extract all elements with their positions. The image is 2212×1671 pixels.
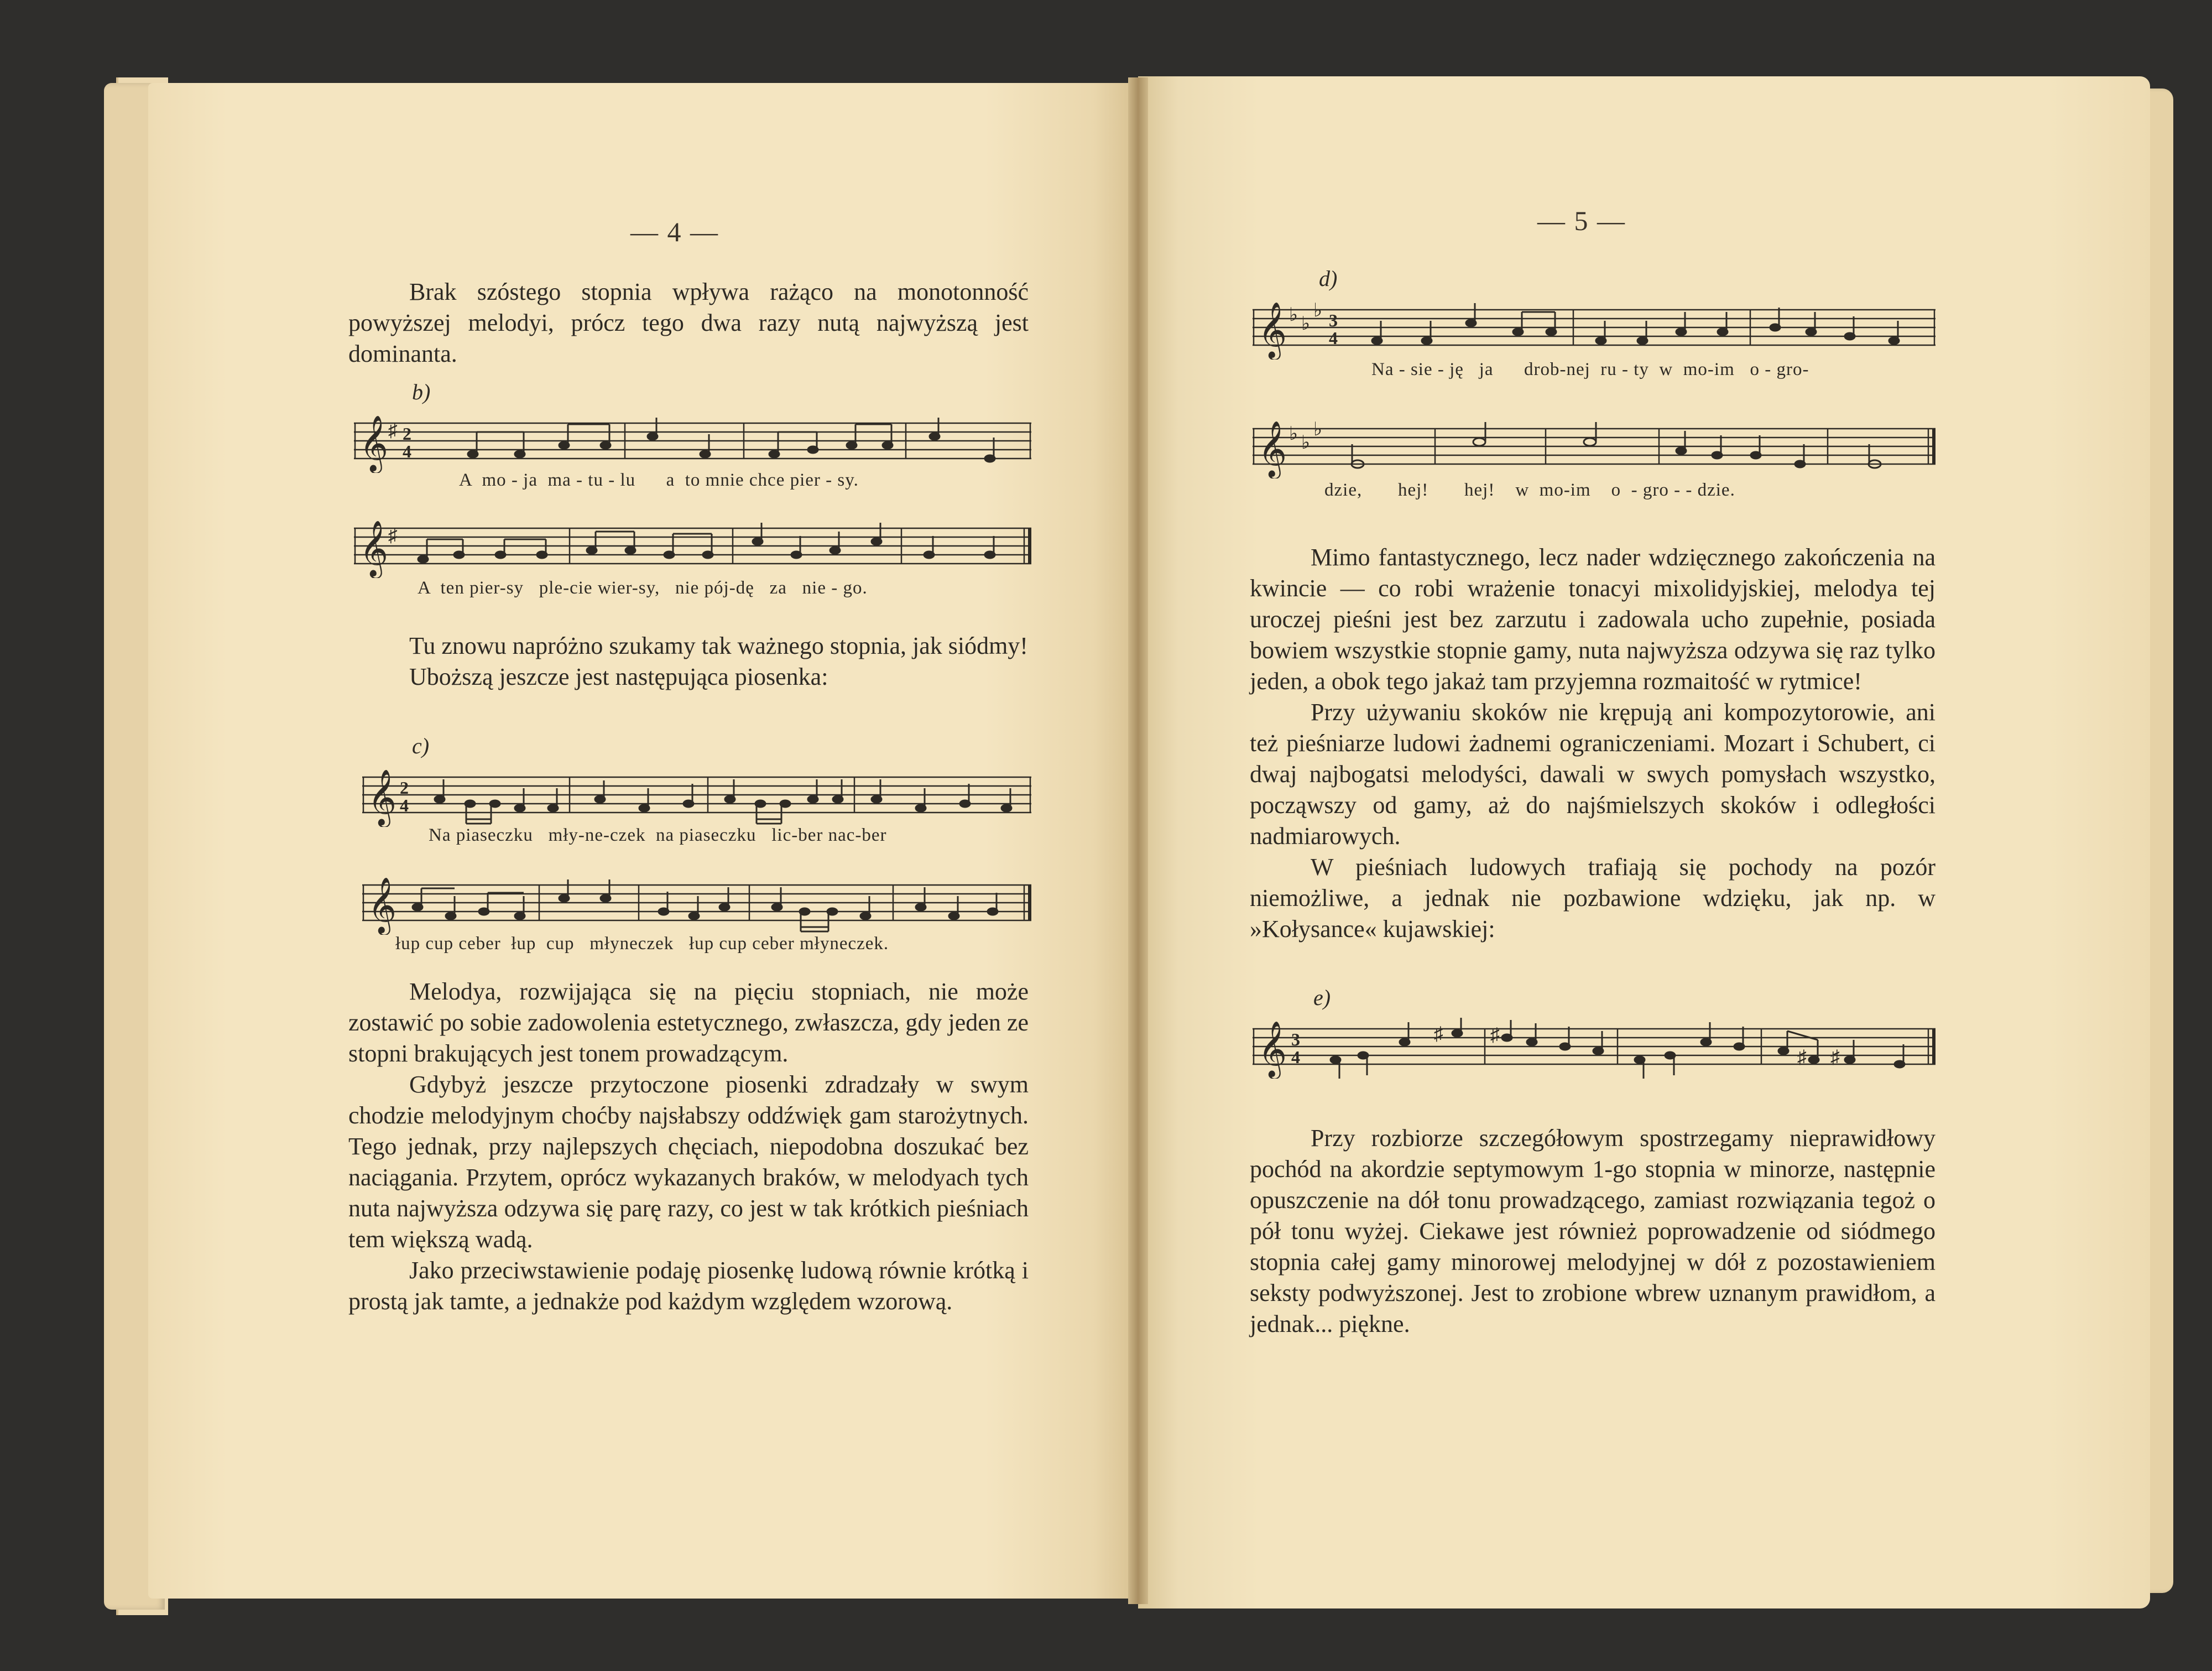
svg-text:𝄞: 𝄞: [1258, 301, 1287, 358]
svg-text:4: 4: [400, 795, 409, 815]
svg-text:♭: ♭: [1313, 300, 1323, 321]
svg-text:𝄞: 𝄞: [1258, 420, 1287, 477]
left-para-1: [348, 277, 1029, 369]
svg-text:♯: ♯: [1490, 1025, 1500, 1045]
svg-text:♭: ♭: [1301, 314, 1311, 334]
svg-text:♭: ♭: [1301, 433, 1311, 453]
paragraph: Uboższą jeszcze jest następująca piosenka:: [409, 663, 828, 690]
left-page-number: — 4 —: [630, 216, 719, 247]
paragraph: Jako przeciwstawienie podaję piosenkę ludową równie krótką i prostą jak tamte, a jednakże pod każdym względem wzorową.: [348, 1257, 1029, 1315]
paragraph: Brak szóstego stopnia wpływa rażąco na monotonność powyższej melodyi, prócz tego dwa razy nutą najwyższą jest dominanta.: [348, 278, 1029, 367]
book-gutter: [1128, 77, 1148, 1604]
example-d-label: d): [1319, 266, 1338, 291]
music-staff-d1: [1253, 299, 1938, 360]
left-body-text: [348, 976, 1029, 1317]
lyrics-b1: A mo - ja ma - tu - lu a to mnie chce pier - sy.: [459, 470, 859, 490]
lyrics-c1: Na piaseczku mły-ne-czek na piaseczku lic-ber nac-ber: [429, 825, 887, 845]
svg-text:4: 4: [1329, 328, 1338, 348]
svg-text:4: 4: [403, 441, 411, 461]
example-c-label: c): [412, 733, 430, 758]
svg-text:𝄞: 𝄞: [1258, 1020, 1287, 1077]
right-page-number: — 5 —: [1537, 205, 1626, 236]
svg-text:♯: ♯: [388, 525, 398, 546]
right-body-text: [1250, 542, 1936, 945]
paragraph: Mimo fantastycznego, lecz nader wdzięcznego zakończenia na kwincie — co robi wrażenie tonacyi mixolidyjskiej, melodya tej uroczej pieśni jest bez zarzutu i zadowala ucho zupełnie, posiada bowiem wszystkie stopnie gamy, nuta najwyższa odzywa się raz tylko jeden, a obok tego jakaż tam przyjemna rozmaitość w rytmice!: [1250, 544, 1936, 695]
svg-text:3: 3: [1291, 1029, 1300, 1049]
lyrics-b2: A ten pier-sy ple-cie wier-sy, nie pój-dę za nie - go.: [418, 578, 868, 598]
svg-text:𝄞: 𝄞: [368, 768, 397, 825]
svg-text:♯: ♯: [388, 420, 398, 441]
svg-text:♯: ♯: [1434, 1024, 1443, 1044]
svg-text:4: 4: [1291, 1047, 1300, 1067]
svg-text:♯: ♯: [1797, 1047, 1807, 1068]
svg-text:𝄞: 𝄞: [368, 876, 397, 933]
svg-text:♭: ♭: [1289, 305, 1298, 325]
lyrics-d1: Na - sie - ję ja drob-nej ru - ty w mo-im o - gro-: [1371, 360, 1809, 379]
example-b-label: b): [412, 379, 431, 404]
svg-text:♭: ♭: [1313, 419, 1323, 440]
right-body-text-2: [1250, 1123, 1936, 1340]
paragraph: Przy używaniu skoków nie krępują ani kompozytorowie, ani też pieśniarze ludowi żadnemi ograniczeniami. Mozart i Schubert, ci dwaj najbogatsi melodyści, dawali w swych pomysłach wszystko, począwszy od gamy, aż do najśmielszych skoków i odległości nadmiarowych.: [1250, 699, 1936, 850]
lyrics-d2: dzie, hej! hej! w mo-im o - gro - - dzie.: [1324, 480, 1735, 500]
svg-text:2: 2: [403, 424, 411, 444]
music-staff-b2: [354, 517, 1034, 578]
paragraph: Tu znowu napróżno szukamy tak ważnego stopnia, jak siódmy!: [409, 632, 1028, 659]
svg-text:2: 2: [400, 778, 409, 798]
music-staff-d2: [1253, 418, 1938, 478]
svg-text:3: 3: [1329, 310, 1338, 330]
left-para-2: [348, 631, 1029, 693]
paragraph: W pieśniach ludowych trafiają się pochody na pozór niemożliwe, a jednak nie pozbawione wdzięku, jak np. w »Kołysance« kujawskiej:: [1250, 853, 1936, 943]
paragraph: Gdybyż jeszcze przytoczone piosenki zdradzały w swym chodzie melodyjnym choćby najsłabszy oddźwięk gam starożytnych. Tego jednak, przy najlepszych chęciach, niepodobna doszukać bez naciągania. Przytem, oprócz wykazanych braków, w melodyach tych nuta najwyższa odzywa się parę razy, co jest w tak krótkich pieśniach tem większą wadą.: [348, 1071, 1029, 1253]
example-e-label: e): [1313, 985, 1331, 1010]
music-staff-e: [1253, 1018, 1938, 1079]
music-staff-b1: [354, 412, 1034, 473]
music-staff-c2: [362, 874, 1034, 935]
svg-text:♭: ♭: [1289, 424, 1298, 444]
svg-text:𝄞: 𝄞: [359, 519, 389, 576]
lyrics-c2: łup cup ceber łup cup młyneczek łup cup ceber młyneczek.: [395, 934, 889, 954]
paragraph: Przy rozbiorze szczegółowym spostrzegamy nieprawidłowy pochód na akordzie septymowym 1-go stopnia w minorze, następnie opuszczenie na dół tonu prowadzącego, zamiast rozwiązania tegoż o pół tonu wyżej. Ciekawe jest również poprowadzenie od siódmego stopnia całej gamy minorowej melodyjnej w dół z pozostawieniem seksty podwyższonej. Jest to zrobione wbrew uznanym prawidłom, a jednak... piękne.: [1250, 1125, 1936, 1337]
svg-text:𝄞: 𝄞: [359, 414, 389, 471]
music-staff-c1: [362, 766, 1034, 827]
svg-text:♯: ♯: [1830, 1047, 1840, 1068]
paragraph: Melodya, rozwijająca się na pięciu stopniach, nie może zostawić po sobie zadowolenia estetycznego, zwłaszcza, gdy jeden ze stopni brakujących jest tonem prowadzącym.: [348, 978, 1029, 1067]
